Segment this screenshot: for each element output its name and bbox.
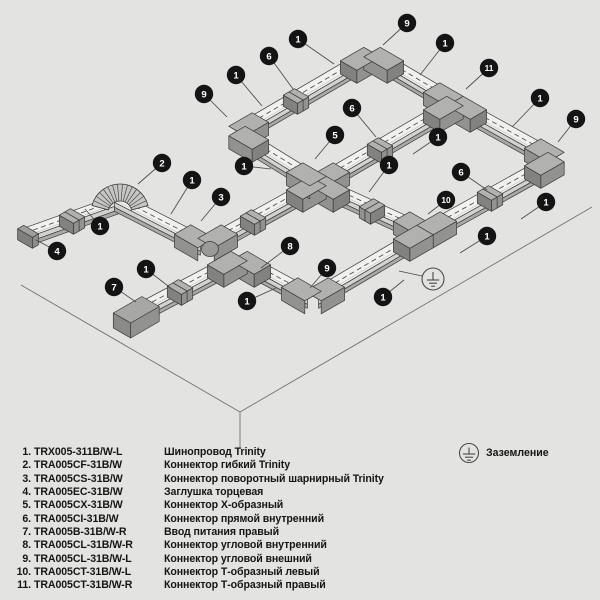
balloon-number: 1 (386, 160, 392, 172)
ground-label: Заземление (486, 447, 549, 459)
balloon-number: 1 (189, 175, 195, 187)
legend-item (14, 473, 444, 486)
legend-item-number: 10. (16, 566, 31, 579)
balloon-number: 11 (484, 63, 494, 74)
legend-item-description: Коннектор угловой внутренний (164, 539, 327, 552)
balloon-number: 1 (97, 221, 103, 233)
legend-item-number: 7. (22, 526, 31, 539)
balloon-number: 1 (380, 292, 386, 304)
swivel-pivot-disc (202, 242, 219, 257)
balloon-number: 6 (458, 167, 464, 179)
legend-item-number: 6. (22, 512, 31, 525)
legend-item-code: TRA005CL-31B/W-L (34, 552, 132, 565)
legend-item (14, 553, 444, 566)
ground-icon (458, 442, 480, 464)
legend-item-code: TRA005CT-31B/W-L (34, 566, 132, 579)
legend-item-number: 3. (22, 472, 31, 485)
balloon-number: 1 (295, 34, 301, 46)
balloon-number: 1 (143, 264, 149, 276)
legend-item-description: Коннектор Т-образный правый (164, 579, 326, 592)
balloon-number: 4 (54, 246, 60, 258)
legend-item-number: 2. (22, 459, 31, 472)
balloon-number: 1 (537, 93, 543, 105)
legend-item (14, 566, 444, 579)
balloon-number: 6 (266, 51, 272, 63)
legend-item (14, 459, 444, 472)
legend-item-number: 11. (17, 579, 31, 592)
balloon-number: 2 (159, 158, 165, 170)
balloon-number: 9 (201, 89, 207, 101)
legend-item (14, 486, 444, 499)
balloon-number: 9 (324, 263, 330, 275)
legend-item-description: Коннектор угловой внешний (164, 552, 312, 565)
balloon-number: 1 (241, 161, 247, 173)
balloon-number: 1 (435, 132, 441, 144)
balloon-number: 7 (111, 282, 117, 294)
legend-item-description: Ввод питания правый (164, 526, 279, 539)
legend-item-description: Шинопровод Trinity (164, 446, 266, 458)
balloon-number: 1 (484, 231, 490, 243)
balloon-number: 9 (573, 114, 579, 126)
balloon-number: 1 (543, 197, 549, 209)
legend-item (14, 513, 444, 526)
legend-item (14, 539, 444, 552)
legend-item-code: TRA005CL-31B/W-R (34, 539, 133, 552)
legend-item-code: TRX005-311B/W-L (34, 446, 123, 458)
legend-item-code: TRA005CX-31B/W (34, 499, 123, 512)
legend-item-number: 8. (22, 539, 31, 552)
ground-legend (458, 442, 549, 464)
ground-leader-line (399, 271, 422, 276)
legend-item (14, 499, 444, 512)
legend-item-description: Коннектор Х-образный (164, 499, 284, 512)
balloon-number: 3 (218, 192, 224, 204)
balloon-number: 9 (404, 18, 410, 30)
legend-item-code: TRA005EC-31B/W (34, 486, 123, 499)
legend-item-description: Коннектор гибкий Trinity (164, 459, 290, 472)
legend-item-code: TRA005CS-31B/W (34, 472, 123, 485)
legend-item-code: TRA005CF-31B/W (34, 459, 123, 472)
legend-item-code: TRA005B-31B/W-R (34, 526, 127, 539)
legend-item-number: 5. (22, 499, 31, 512)
legend-item-description: Коннектор прямой внутренний (164, 512, 325, 525)
legend-item-number: 9. (22, 552, 31, 565)
legend-item-description: Заглушка торцевая (164, 486, 264, 499)
legend-item-number: 1. (22, 446, 31, 458)
balloon-number: 8 (287, 241, 293, 253)
legend-item-number: 4. (22, 486, 31, 499)
legend-item-code: TRA005CI-31B/W (34, 512, 119, 525)
balloon-number: 5 (332, 130, 338, 142)
floor-edge-line (21, 207, 592, 412)
balloon-number: 6 (349, 103, 355, 115)
balloon-number: 1 (442, 38, 448, 50)
legend-item-description: Коннектор Т-образный левый (164, 566, 320, 579)
legend (14, 446, 444, 593)
legend-item (14, 526, 444, 539)
legend-item (14, 446, 444, 459)
legend-item-code: TRA005CT-31B/W-R (34, 579, 133, 592)
legend-item-description: Коннектор поворотный шарнирный Trinity (164, 472, 384, 485)
balloon-number: 1 (233, 70, 239, 82)
balloon-number: 10 (441, 195, 451, 206)
balloon-number: 1 (244, 296, 250, 308)
legend-item (14, 579, 444, 592)
